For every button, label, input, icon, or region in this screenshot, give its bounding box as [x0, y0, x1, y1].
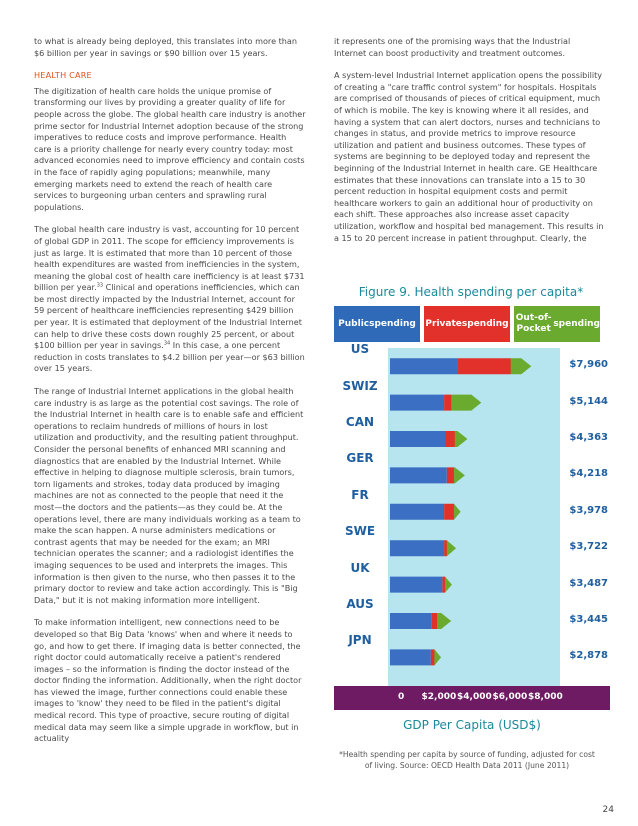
- paragraph-3: The range of Industrial Internet applications in the global health care industry is as large as the potential cost savings. The role of the Industrial Internet in health care is to enable safe and efficient operations to reclaim hundreds of millions of hours in lost utilization and productivity, and the resulting patient throughput. Consider the personal benefits of enhanced MRI scanning and diagnostics that are enabled by the Industrial Internet. While effective in helping to diagnose multiple sclerosis, brain tumors, torn ligaments and strokes, today data produced by imaging machines are not as connected to the people that need it the most—the doctors and the patients—as they could be. At the operations level, there are many individuals working as a team to make the scan happen. A nurse administers medications or contrast agents that may be needed for the exam; an MRI technician operates the scanner; and a radiologist identifies the imaging sequences to be used and interprets the images. This information is then given to the nurse, who then passes it to the primary doctor to review and take action accordingly. This is "Big Data," but it is not making information more intelligent.: [34, 386, 304, 605]
- legend-private-spending: Private spending: [424, 306, 510, 342]
- country-label-fr: FR: [351, 487, 369, 502]
- country-label-can: CAN: [345, 415, 375, 429]
- country-label-us: US: [350, 342, 370, 357]
- total-label-aus: $3,445: [569, 614, 608, 625]
- bar-aus-out-of-pocket: [437, 613, 451, 629]
- p2-part-b: Clinical and operations inefficiencies, which can be most directly impacted by the Industrial Internet, account for 59 percent of healthcare inefficiencies representing $429 billion per year. It is estimated that deployment of the Industrial Internet can help to drive these costs down roughly 25 percent, or about $100 billion per year in savings.: [34, 282, 302, 351]
- p2-part-a: The global health care industry is vast, accounting for 10 percent of global GDP in 2011. The scope for efficiency improvements is just as large. It is estimated that more than 10 percent of those health expenditures are wasted from inefficiencies in the system, meaning the global cost of health care inefficiency is at least $731 billion per year.: [34, 224, 305, 293]
- total-label-uk: $3,487: [569, 577, 608, 589]
- figure-footnote: *Health spending per capita by source of funding, adjusted for cost of living. Source: OECD Health Data 2011 (June 2011): [339, 750, 595, 770]
- figure-title: Figure 9. Health spending per capita*: [358, 285, 584, 299]
- x-tick-label: $2,000: [421, 691, 457, 702]
- bar-aus-public: [390, 613, 432, 629]
- bar-uk-out-of-pocket: [445, 577, 452, 593]
- country-label-ger: GER: [346, 451, 374, 466]
- footnote-ref-34: 34: [163, 340, 171, 347]
- total-label-us: $7,960: [569, 359, 608, 371]
- total-label-fr: $3,978: [569, 504, 608, 516]
- total-label-swiz: $5,144: [569, 395, 608, 407]
- bar-swe-out-of-pocket: [447, 540, 456, 556]
- country-label-aus: AUS: [346, 597, 374, 611]
- country-label-swe: SWE: [344, 524, 376, 539]
- bar-uk-public: [390, 577, 442, 593]
- x-tick-label: 0: [398, 691, 405, 702]
- bar-us-out-of-pocket: [511, 358, 532, 374]
- bar-can-public: [390, 431, 445, 447]
- bar-can-out-of-pocket: [455, 431, 468, 447]
- p2-part-c: In this case, a one percent reduction in costs translates to $4.2 billion per year—or $63 billion over 15 years.: [34, 340, 305, 374]
- paragraph-4: To make information intelligent, new connections need to be developed so that Big Data 'knows' when and where it needs to go, and how to get there. If imaging data is better connected, the right doctor could automatically receive a patient's rendered images – so the information is finding the doctor instead of the doctor finding the information. Additionally, when the right doctor has viewed the image, further connections could enable these images to 'know' they need to be filed in the patient's digital medical record. This type of proactive, secure routing of digital medical data may seem like a simple upgrade in workflow, but in actuality: [34, 617, 302, 744]
- right-paragraph-2: A system-level Industrial Internet application opens the possibility of creating a "care traffic control system" for hospitals. Hospitals are comprised of thousands of pieces of critical equipment, much of which is mobile. The key is knowing where it all resides, and having a system that can alert doctors, nurses and technicians to changes in status, and provide metrics to improve resource utilization and patient and business outcomes. These types of systems are beginning to be deployed today and represent the beginning of the Industrial Internet in health care. GE Healthcare estimates that these innovations can translate into a 15 to 30 percent reduction in hospital equipment costs and permit healthcare workers to gain an additional hour of productivity on each shift. These approaches also increase asset capacity utilization, workflow and hospital bed management. This results in a 15 to 20 percent increase in patient throughput. Clearly, the: [334, 70, 604, 243]
- page-number: 24: [602, 805, 614, 815]
- right-column: [334, 36, 604, 255]
- left-column: [34, 36, 306, 756]
- total-label-jpn: $2,878: [569, 650, 608, 662]
- country-label-uk: UK: [350, 560, 370, 575]
- intro-paragraph: to what is already being deployed, this translates into more than $6 billion per year in savings or $90 billion over 15 years.: [34, 36, 298, 58]
- country-label-swiz: SWIZ: [342, 378, 378, 393]
- total-label-can: $4,363: [569, 432, 608, 443]
- total-label-ger: $4,218: [569, 468, 608, 480]
- bar-swiz-out-of-pocket: [451, 395, 481, 411]
- x-tick-label: $8,000: [528, 691, 563, 702]
- bar-us-private: [457, 358, 516, 374]
- bar-fr-out-of-pocket: [454, 504, 461, 520]
- legend-out-of-pocket-spending: Out-of-Pocket spending: [514, 306, 600, 342]
- legend-public-spending: Public spending: [334, 306, 420, 342]
- bar-ger-out-of-pocket: [454, 467, 465, 483]
- bar-ger-public: [390, 467, 447, 483]
- bar-jpn-public: [390, 649, 431, 665]
- section-heading: HEALTH CARE: [34, 70, 92, 81]
- footnote-ref-33: 33: [96, 282, 104, 289]
- health-spending-chart: [334, 306, 610, 732]
- x-tick-label: $6,000: [492, 691, 528, 702]
- paragraph-1: The digitization of health care holds the unique promise of transforming our lives by providing a greater quality of life for people across the globe. The global health care industry is another prime sector for Industrial Internet adoption because of the strong imperatives to reduce costs and improve performance. Health care is a priority challenge for nearly every country today: most advanced economies need to improve efficiency and contain costs in the face of rapidly aging populations; meanwhile, many emerging markets need to extend the reach of health care services to burgeoning urban centers and sprawling rural populations.: [34, 85, 306, 212]
- x-axis-title: GDP Per Capita (USD$): [403, 717, 541, 732]
- bar-fr-public: [390, 504, 444, 520]
- bar-us-public: [390, 358, 457, 374]
- bar-swe-public: [390, 540, 444, 556]
- bar-jpn-out-of-pocket: [434, 649, 441, 665]
- total-label-swe: $3,722: [569, 541, 608, 553]
- bar-swiz-public: [390, 395, 444, 411]
- x-tick-label: $4,000: [457, 691, 492, 702]
- paragraph-2: [34, 224, 306, 375]
- country-label-jpn: JPN: [348, 633, 372, 648]
- x-axis-bar: [334, 686, 610, 710]
- right-paragraph-1: it represents one of the promising ways that the Industrial Internet can boost productivity and treatment outcomes.: [334, 36, 571, 58]
